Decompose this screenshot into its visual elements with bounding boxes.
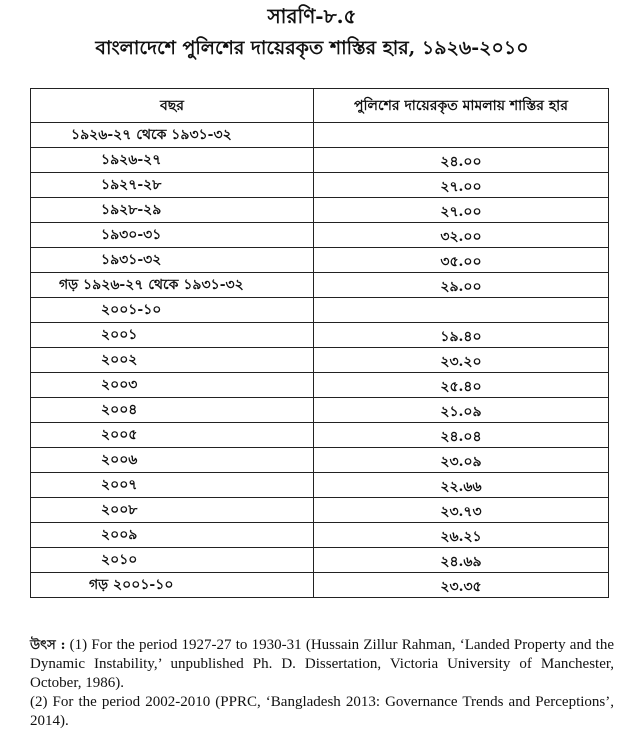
- source-1-text: (1) For the period 1927-27 to 1930-31 (Hussain Zillur Rahman, ‘Landed Property and the Dynamic Instability,’ unpublished Ph. D. Dissertation, Victoria University of Manchester, October, 1986).: [30, 637, 614, 691]
- rate-cell: [314, 473, 609, 498]
- rate-value: ২৫.৪০: [440, 379, 482, 395]
- table-row: [31, 373, 609, 398]
- table-row: [31, 173, 609, 198]
- year-cell: [31, 548, 314, 573]
- rate-value: ২৪.০৪: [440, 429, 482, 445]
- year-cell: [31, 448, 314, 473]
- year-cell: [31, 498, 314, 523]
- table-header-row: [31, 89, 609, 123]
- rate-value: ২৪.০০: [440, 154, 482, 170]
- year-label: ১৯২৭-২৮: [101, 177, 162, 193]
- rate-cell: [314, 373, 609, 398]
- table-row: [31, 123, 609, 148]
- year-cell: [31, 573, 314, 598]
- rate-cell: [314, 573, 609, 598]
- rate-value: ২৩.০৯: [440, 454, 482, 470]
- source-1: [30, 636, 614, 693]
- year-label: ১৯২৮-২৯: [101, 202, 162, 218]
- rate-value: ২৩.৩৫: [440, 579, 482, 595]
- table-row: [31, 223, 609, 248]
- rate-cell: [314, 273, 609, 298]
- table-row: [31, 548, 609, 573]
- year-cell: [31, 248, 314, 273]
- header-year: বছর: [31, 89, 314, 123]
- rate-value: ২৯.০০: [440, 279, 482, 295]
- year-cell: [31, 423, 314, 448]
- rate-value: ৩৫.০০: [440, 254, 482, 270]
- year-cell: [31, 198, 314, 223]
- table-row: [31, 398, 609, 423]
- table-row: [31, 448, 609, 473]
- rate-cell: [314, 423, 609, 448]
- table-row: [31, 348, 609, 373]
- rate-cell: [314, 298, 609, 323]
- table-row: [31, 248, 609, 273]
- table-row: [31, 498, 609, 523]
- rate-cell: [314, 448, 609, 473]
- header-conviction-rate: পুলিশের দায়েরকৃত মামলায় শাস্তির হার: [314, 89, 609, 123]
- rate-cell: [314, 523, 609, 548]
- table-row: [31, 148, 609, 173]
- rate-value: ২৬.২১: [440, 529, 482, 545]
- year-cell: [31, 323, 314, 348]
- rate-cell: [314, 223, 609, 248]
- year-label: ২০০১-১০: [101, 302, 162, 318]
- table-row: [31, 273, 609, 298]
- rate-cell: [314, 198, 609, 223]
- year-label: ১৯২৬-২৭ থেকে ১৯৩১-৩২: [71, 127, 232, 143]
- year-label: ১৯৩০-৩১: [101, 227, 162, 243]
- year-label: ২০০৯: [101, 527, 138, 543]
- year-cell: [31, 398, 314, 423]
- rate-value: ২৭.০০: [440, 179, 482, 195]
- rate-value: ২১.০৯: [440, 404, 482, 420]
- year-cell: [31, 173, 314, 198]
- rate-cell: [314, 123, 609, 148]
- year-cell: [31, 298, 314, 323]
- table-title: সারণি-৮.৫: [267, 4, 357, 28]
- year-label: গড় ১৯২৬-২৭ থেকে ১৯৩১-৩২: [59, 277, 244, 293]
- rate-cell: [314, 148, 609, 173]
- table-row: [31, 298, 609, 323]
- rate-cell: [314, 173, 609, 198]
- year-cell: [31, 273, 314, 298]
- rate-value: ১৯.৪০: [440, 329, 482, 345]
- rate-value: ২৩.২০: [440, 354, 482, 370]
- year-cell: [31, 123, 314, 148]
- rate-cell: [314, 398, 609, 423]
- year-label: ১৯২৬-২৭: [101, 152, 162, 168]
- year-label: ২০১০: [101, 552, 138, 568]
- year-cell: [31, 473, 314, 498]
- year-cell: [31, 348, 314, 373]
- year-cell: [31, 523, 314, 548]
- year-cell: [31, 223, 314, 248]
- year-label: ২০০৭: [101, 477, 138, 493]
- table-row: [31, 573, 609, 598]
- rate-value: ৩২.০০: [440, 229, 482, 245]
- table-row: [31, 423, 609, 448]
- year-label: ২০০৩: [101, 377, 138, 393]
- year-cell: [31, 148, 314, 173]
- year-label: ২০০৫: [101, 427, 138, 443]
- table-row: [31, 198, 609, 223]
- rate-value: ২২.৬৬: [440, 479, 482, 495]
- source-2: (2) For the period 2002-2010 (PPRC, ‘Bangladesh 2013: Governance Trends and Perceptions’, 2014).: [30, 694, 614, 729]
- rate-value: ২৪.৬৯: [440, 554, 482, 570]
- rate-cell: [314, 348, 609, 373]
- year-label: ১৯৩১-৩২: [101, 252, 162, 268]
- rate-cell: [314, 548, 609, 573]
- year-label: ২০০৮: [101, 502, 138, 518]
- rate-cell: [314, 498, 609, 523]
- rate-cell: [314, 323, 609, 348]
- year-cell: [31, 373, 314, 398]
- year-label: ২০০১: [101, 327, 138, 343]
- rate-value: ২৩.৭৩: [440, 504, 482, 520]
- rate-value: ২৭.০০: [440, 204, 482, 220]
- year-label: ২০০২: [101, 352, 138, 368]
- table-body: [31, 123, 609, 598]
- table-row: [31, 523, 609, 548]
- table-row: [31, 323, 609, 348]
- conviction-rate-table: [30, 88, 609, 598]
- year-label: ২০০৬: [101, 452, 138, 468]
- source-lead: উৎস :: [30, 638, 66, 653]
- table-subtitle: বাংলাদেশে পুলিশের দায়েরকৃত শাস্তির হার, ১৯২৬-২০১০: [95, 37, 529, 59]
- year-label: গড় ২০০১-১০: [89, 577, 174, 593]
- year-label: ২০০৪: [101, 402, 138, 418]
- sources-note: [30, 636, 614, 731]
- rate-cell: [314, 248, 609, 273]
- table-row: [31, 473, 609, 498]
